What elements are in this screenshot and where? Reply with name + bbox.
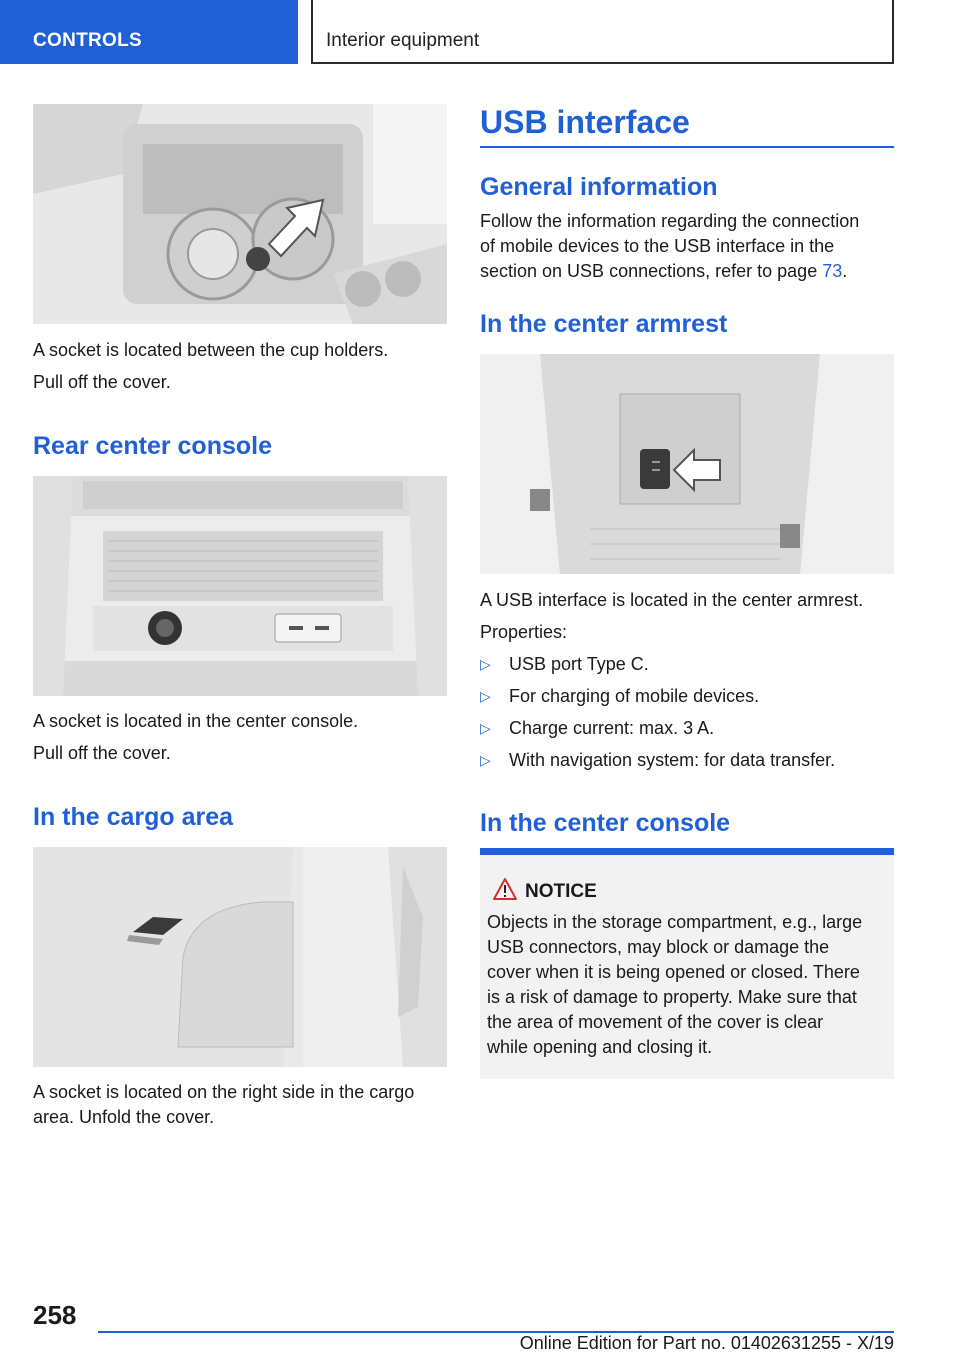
- center-armrest-heading: In the center armrest: [480, 310, 728, 338]
- center-armrest-photo: [480, 354, 894, 574]
- general-info-line-3-end: .: [842, 261, 848, 281]
- notice-line: cover when it is being opened or closed. There: [487, 962, 860, 982]
- cargo-caption-line-1: A socket is located on the right side in the cargo: [33, 1082, 415, 1102]
- general-info-line-3-text: section on USB connections, refer to page: [480, 261, 823, 281]
- section-label: CONTROLS: [33, 30, 143, 51]
- notice-box: [480, 848, 894, 1079]
- general-info-line-1: Follow the information regarding the connection: [480, 211, 860, 231]
- triangle-right-icon: ▷: [480, 688, 491, 704]
- cargo-caption-line-2: area. Unfold the cover.: [33, 1107, 215, 1127]
- notice-body: [487, 910, 887, 1060]
- notice-line: the area of movement of the cover is clear: [487, 1012, 824, 1032]
- rear-console-caption-1: A socket is located in the center console.: [33, 711, 359, 731]
- rear-console-caption-2: Pull off the cover.: [33, 743, 171, 763]
- notice-line: is a risk of damage to property. Make sure that: [487, 987, 857, 1007]
- properties-label: Properties:: [480, 622, 568, 642]
- page-number: 258: [33, 1300, 77, 1330]
- page-73-link[interactable]: 73: [822, 261, 843, 281]
- cupholder-caption-2: Pull off the cover.: [33, 372, 171, 392]
- chapter-label: Interior equipment: [326, 30, 480, 51]
- general-info-heading: General information: [480, 173, 718, 201]
- section-tab: [0, 0, 298, 64]
- rear-console-heading: Rear center console: [33, 432, 272, 460]
- title-rule: [480, 146, 894, 148]
- general-info-line-2: of mobile devices to the USB interface in the: [480, 236, 835, 256]
- edition-footer: Online Edition for Part no. 01402631255 - X/19: [519, 1333, 894, 1353]
- armrest-caption: A USB interface is located in the center armrest.: [480, 590, 864, 610]
- cupholder-socket-photo: [33, 104, 447, 324]
- notice-line: while opening and closing it.: [487, 1037, 713, 1057]
- notice-line: Objects in the storage compartment, e.g., large: [487, 912, 863, 932]
- general-info-line-3: [480, 259, 847, 284]
- rear-console-photo: [33, 476, 447, 696]
- usb-interface-title: USB interface: [480, 104, 690, 140]
- notice-title: NOTICE: [525, 881, 597, 902]
- cargo-area-photo: [33, 847, 447, 1067]
- notice-line: USB connectors, may block or damage the: [487, 937, 830, 957]
- chapter-tab: [311, 0, 894, 64]
- left-column: [33, 104, 447, 1127]
- triangle-right-icon: ▷: [480, 720, 491, 736]
- cupholder-caption-1: A socket is located between the cup holders.: [33, 340, 389, 360]
- cargo-area-heading: In the cargo area: [33, 803, 234, 831]
- triangle-right-icon: ▷: [480, 656, 491, 672]
- center-console-heading: In the center console: [480, 809, 731, 837]
- warning-triangle-icon: [492, 877, 518, 901]
- triangle-right-icon: ▷: [480, 752, 491, 768]
